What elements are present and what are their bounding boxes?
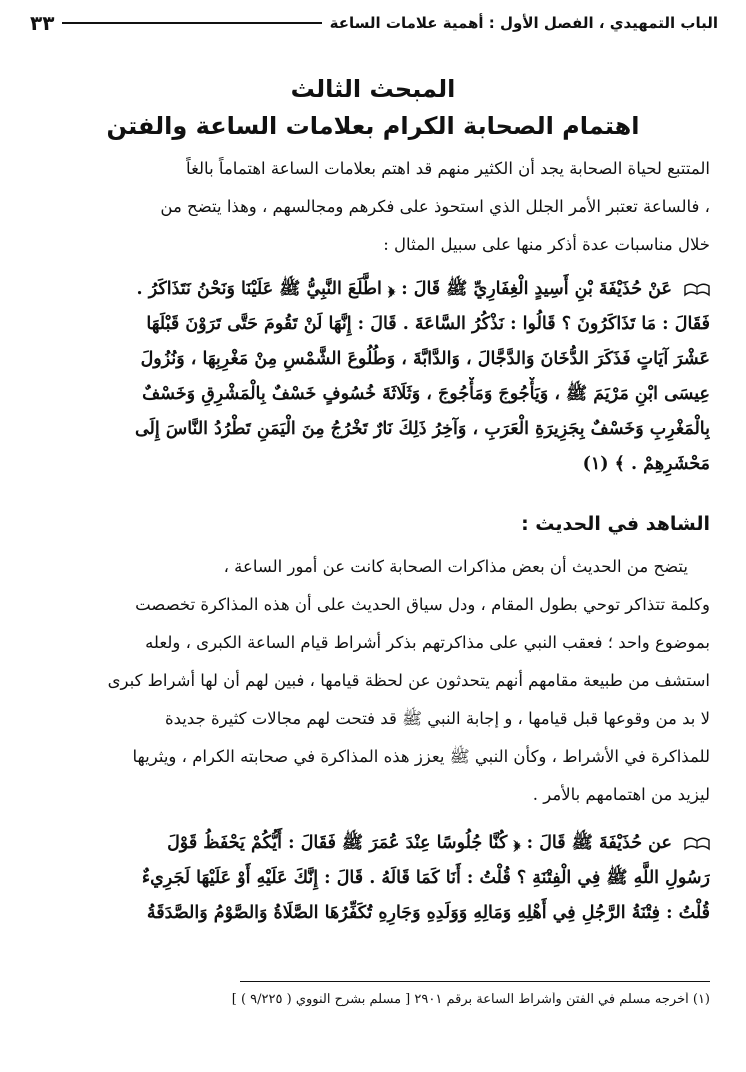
intro-line: المتتبع لحياة الصحابة يجد أن الكثير منهم قد اهتم بعلامات الساعة اهتماماً بالغاً — [186, 159, 710, 178]
commentary-line: بموضوع واحد ؛ فعقب النبي على مذاكرتهم بذكر أشراط قيام الساعة الكبرى ، ولعله — [145, 633, 710, 652]
commentary-line: لا بد من وقوعها قبل قيامها ، و إجابة النبي ﷺ قد فتحت لهم مجالات كثيرة جديدة — [164, 709, 710, 728]
commentary-line: استشف من طبيعة مقامهم أنهم يتحدثون عن لحظة قيامها ، فبين لهم أن لها أشراط كبرى — [107, 671, 710, 690]
hadith-line: عَشْرَ آيَاتٍ فَذَكَرَ الدُّخَانَ وَالدَّجَّالَ ، وَالدَّابَّةَ ، وَطُلُوعَ الشَّمْسِ مِنْ مَغْرِبِهَا ، وَنُزُولَ — [140, 349, 710, 369]
hadith-line: رَسُولِ اللَّهِ ﷺ فِي الْفِتْنَةِ ؟ قُلْتُ : أَنَا كَمَا قَالَهُ . قَالَ : إِنَّكَ عَلَيْهِ أَوْ عَلَيْهَا لَجَرِيءٌ — [141, 868, 710, 888]
section-title: اهتمام الصحابة الكرام بعلامات الساعة والفتن — [106, 112, 640, 140]
hadith-line: بِالْمَغْرِبِ وَخَسْفٌ بِجَزِيرَةِ الْعَرَبِ ، وَآخِرُ ذَلِكَ نَارٌ تَخْرُجُ مِنَ الْيَمَنِ تَطْرُدُ النَّاسَ إِلَى — [134, 419, 710, 439]
running-title: الباب التمهيدي ، الفصل الأول : أهمية علامات الساعة — [329, 14, 718, 32]
hadith-line: فَقَالَ : مَا تَذَاكَرُونَ ؟ قَالُوا : نَذْكُرُ السَّاعَةَ . قَالَ : إِنَّهَا لَنْ تَقُومَ حَتَّى تَرَوْنَ قَبْلَهَا — [146, 314, 710, 334]
header-rule — [62, 22, 321, 24]
evidence-heading-wrap — [36, 506, 710, 542]
page-number: ٣٣ — [30, 11, 55, 35]
hadith-block-2 — [36, 826, 710, 931]
evidence-heading: الشاهد في الحديث : — [521, 513, 710, 535]
hadith-line — [36, 272, 710, 307]
commentary-paragraph — [36, 548, 710, 814]
hadith-text: عن حُذَيْفَةَ ﷺ قَالَ : ﴿ كُنَّا جُلُوسًا عِنْدَ عُمَرَ ﷺ فَقَالَ : أَيُّكُمْ يَحْفَظُ قَوْلَ — [167, 833, 672, 853]
commentary-line: وكلمة تتذاكر توحي بطول المقام ، ودل سياق الحديث على أن هذه المذاكرة تخصصت — [135, 595, 710, 614]
section-number-title: المبحث الثالث — [290, 75, 456, 103]
hadith-line: مَحْشَرِهِمْ . ﴾ (١) — [582, 454, 710, 474]
hadith-text: عَنْ حُذَيْفَةَ بْنِ أَسِيدٍ الْغِفَارِيِّ ﷺ قَالَ : ﴿ اطَّلَعَ النَّبِيُّ ﷺ عَلَيْنَا وَنَحْنُ نَتَذَاكَرُ . — [136, 279, 672, 299]
hadith-line: قُلْتُ : فِتْنَةُ الرَّجُلِ فِي أَهْلِهِ وَمَالِهِ وَوَلَدِهِ وَجَارِهِ تُكَفِّرُهَا الصَّلَاةُ وَالصَّوْمُ وَالصَّدَقَةُ — [146, 903, 710, 923]
commentary-line: ليزيد من اهتمامهم بالأمر . — [532, 785, 710, 804]
open-book-icon — [684, 283, 710, 297]
intro-paragraph — [36, 150, 710, 264]
hadith-line: عِيسَى ابْنِ مَرْيَمَ ﷺ ، وَيَأْجُوجَ وَمَأْجُوجَ ، وَثَلَاثَةَ خُسُوفٍ خَسْفٌ بِالْمَشْرِقِ وَخَسْفٌ — [142, 384, 710, 404]
intro-line: ، فالساعة تعتبر الأمر الجلل الذي استحوذ على فكرهم ومجالسهم ، وهذا يتضح من — [160, 197, 710, 216]
section-titles — [20, 72, 726, 146]
intro-line: خلال مناسبات عدة أذكر منها على سبيل المثال : — [383, 235, 710, 254]
commentary-line: للمذاكرة في الأشراط ، وكأن النبي ﷺ يعزز هذه المذاكرة في صحابته الكرام ، ويثريها — [132, 747, 710, 766]
open-book-icon — [684, 837, 710, 851]
hadith-block-1 — [36, 272, 710, 482]
commentary-line: يتضح من الحديث أن بعض مذاكرات الصحابة كانت عن أمور الساعة ، — [223, 557, 688, 576]
page-header — [30, 10, 718, 36]
footnote: (١) أخرجه مسلم في الفتن وأشراط الساعة برقم ٢٩٠١ [ مسلم بشرح النووي ( ٩/٢٢٥ ) ] — [231, 992, 710, 1007]
hadith-line — [36, 826, 710, 861]
footnote-rule — [240, 981, 710, 982]
